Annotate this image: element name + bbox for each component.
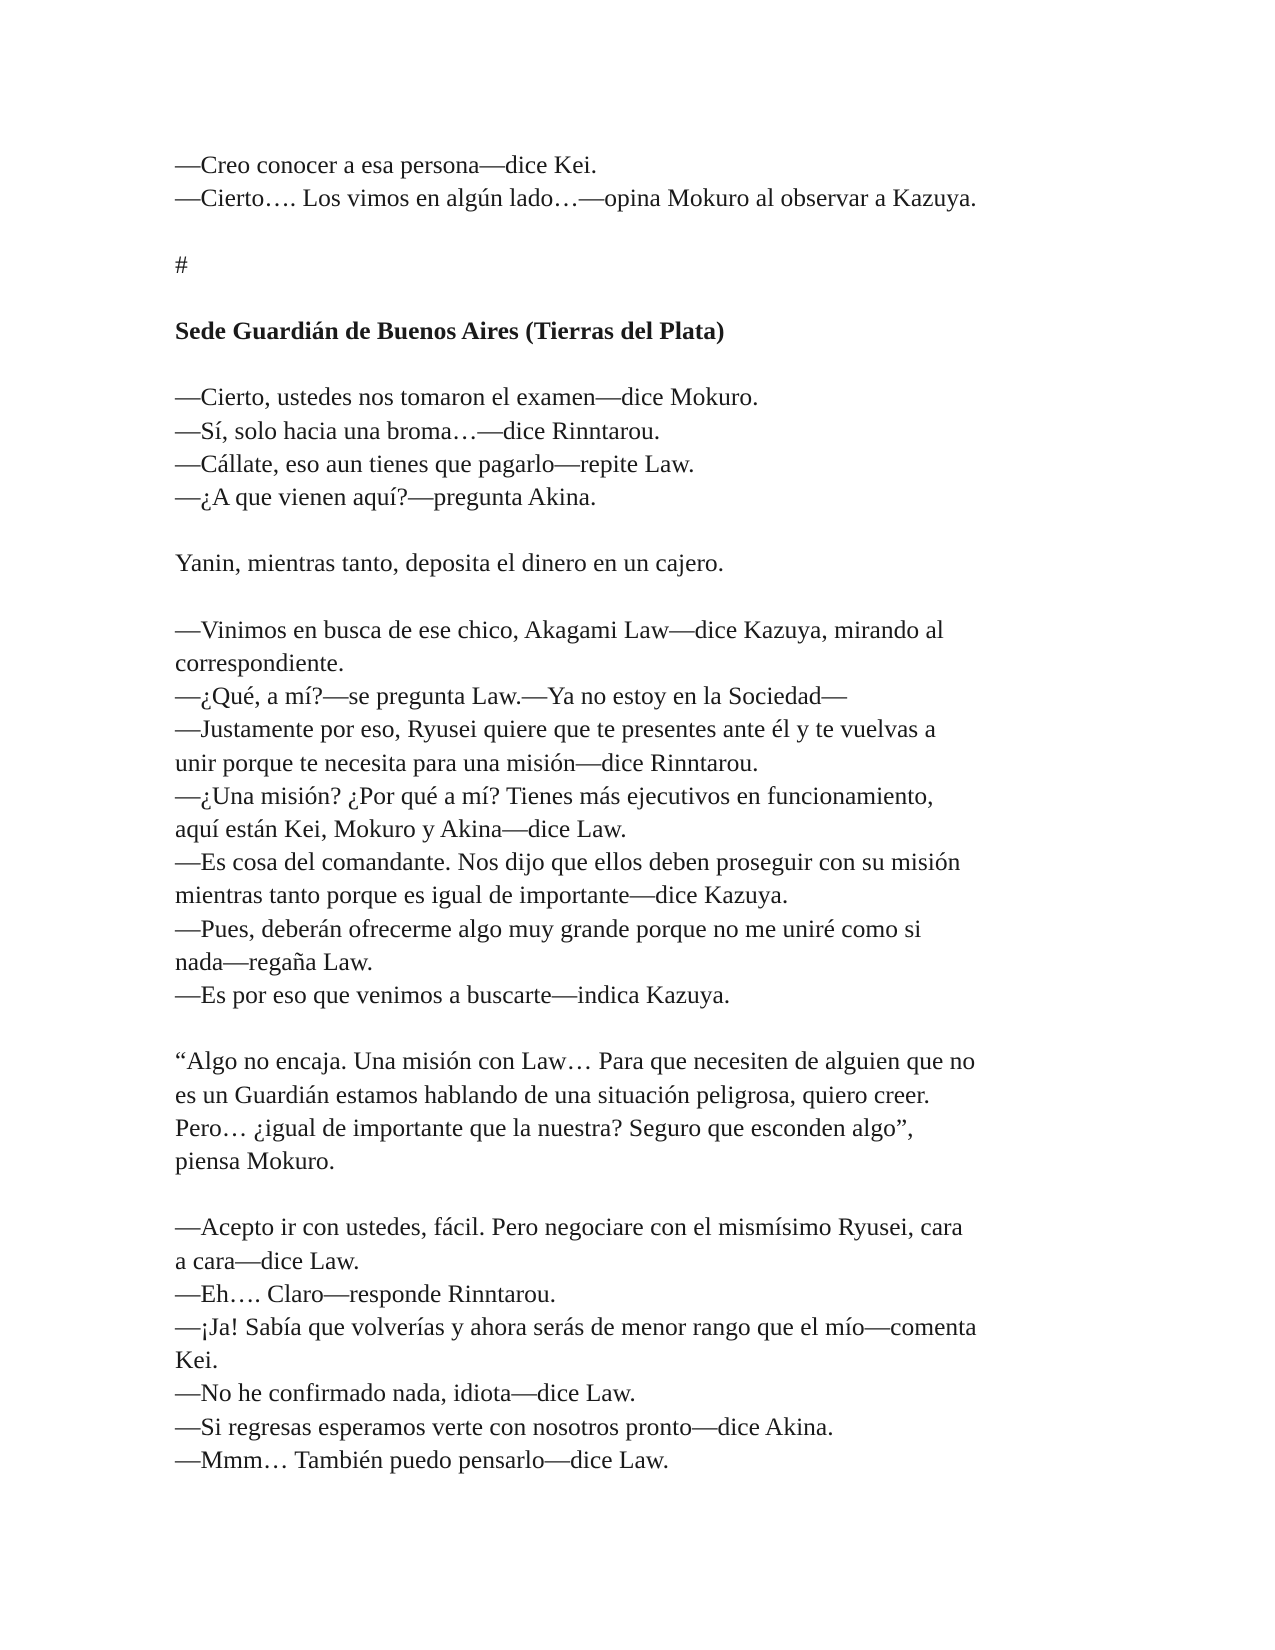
paragraph-opening-dialogue: [175, 148, 1105, 214]
paragraph-thought-mokuro: [175, 1044, 1105, 1177]
scene-separator: #: [175, 249, 188, 279]
blank-line: [175, 580, 1105, 613]
scene-heading: Sede Guardián de Buenos Aires (Tierras del Plata): [175, 315, 725, 345]
blank-line: [175, 513, 1105, 546]
text-line: —Pues, deberán ofrecerme algo muy grande porque no me uniré como si: [175, 913, 922, 943]
blank-line: [175, 1177, 1105, 1210]
text-line: a cara—dice Law.: [175, 1245, 360, 1275]
text-line: —Justamente por eso, Ryusei quiere que te presentes ante él y te vuelvas a: [175, 714, 936, 744]
text-line: —¿Una misión? ¿Por qué a mí? Tienes más ejecutivos en funcionamiento,: [175, 780, 934, 810]
paragraph-dialogue-mission: [175, 613, 1105, 1011]
text-line: —Eh…. Claro—responde Rinntarou.: [175, 1278, 557, 1308]
text-line: —Creo conocer a esa persona—dice Kei.: [175, 150, 597, 179]
text-line: —Es por eso que venimos a buscarte—indica Kazuya.: [175, 980, 731, 1009]
text-line: —¿A que vienen aquí?—pregunta Akina.: [175, 481, 597, 511]
text-line: —Mmm… También puedo pensarlo—dice Law.: [175, 1444, 669, 1474]
text-line: es un Guardián estamos hablando de una situación peligrosa, quiero creer.: [175, 1079, 930, 1109]
text-line: —Cállate, eso aun tienes que pagarlo—repite Law.: [175, 448, 695, 478]
text-line: piensa Mokuro.: [175, 1146, 336, 1175]
text-line: —¿Qué, a mí?—se pregunta Law.—Ya no estoy en la Sociedad—: [175, 681, 848, 711]
text-line: “Algo no encaja. Una misión con Law… Para que necesiten de alguien que no: [175, 1046, 976, 1076]
text-line: —No he confirmado nada, idiota—dice Law.: [175, 1378, 636, 1408]
text-line: nada—regaña Law.: [175, 946, 373, 976]
blank-line: [175, 347, 1105, 380]
text-line: correspondiente.: [175, 647, 345, 677]
text-line: —Acepto ir con ustedes, fácil. Pero negociare con el mismísimo Ryusei, cara: [175, 1212, 963, 1242]
text-line: Yanin, mientras tanto, deposita el dinero en un cajero.: [175, 548, 725, 578]
text-line: mientras tanto porque es igual de importante—dice Kazuya.: [175, 880, 789, 910]
text-line: —Vinimos en busca de ese chico, Akagami Law—dice Kazuya, mirando al: [175, 614, 944, 644]
text-line: —Cierto, ustedes nos tomaron el examen—dice Mokuro.: [175, 382, 759, 412]
text-line: aquí están Kei, Mokuro y Akina—dice Law.: [175, 813, 627, 843]
text-line: unir porque te necesita para una misión—dice Rinntarou.: [175, 747, 759, 777]
paragraph-narration-yanin: [175, 546, 1105, 579]
text-line: Kei.: [175, 1345, 219, 1375]
blank-line: [175, 281, 1105, 314]
text-line: —¡Ja! Sabía que volverías y ahora serás de menor rango que el mío—comenta: [175, 1312, 977, 1341]
text-line: —Cierto…. Los vimos en algún lado…—opina Mokuro al observar a Kazuya.: [175, 183, 977, 213]
document-page: [175, 148, 1105, 1476]
text-line: —Sí, solo hacia una broma…—dice Rinntarou.: [175, 415, 661, 445]
paragraph-dialogue-acceptance: [175, 1210, 1105, 1476]
blank-line: [175, 1011, 1105, 1044]
text-line: —Si regresas esperamos verte con nosotros pronto—dice Akina.: [175, 1411, 834, 1441]
text-line: Pero… ¿igual de importante que la nuestra? Seguro que esconden algo”,: [175, 1112, 914, 1142]
paragraph-dialogue-exam: [175, 380, 1105, 513]
text-line: —Es cosa del comandante. Nos dijo que ellos deben proseguir con su misión: [175, 847, 961, 877]
blank-line: [175, 214, 1105, 247]
